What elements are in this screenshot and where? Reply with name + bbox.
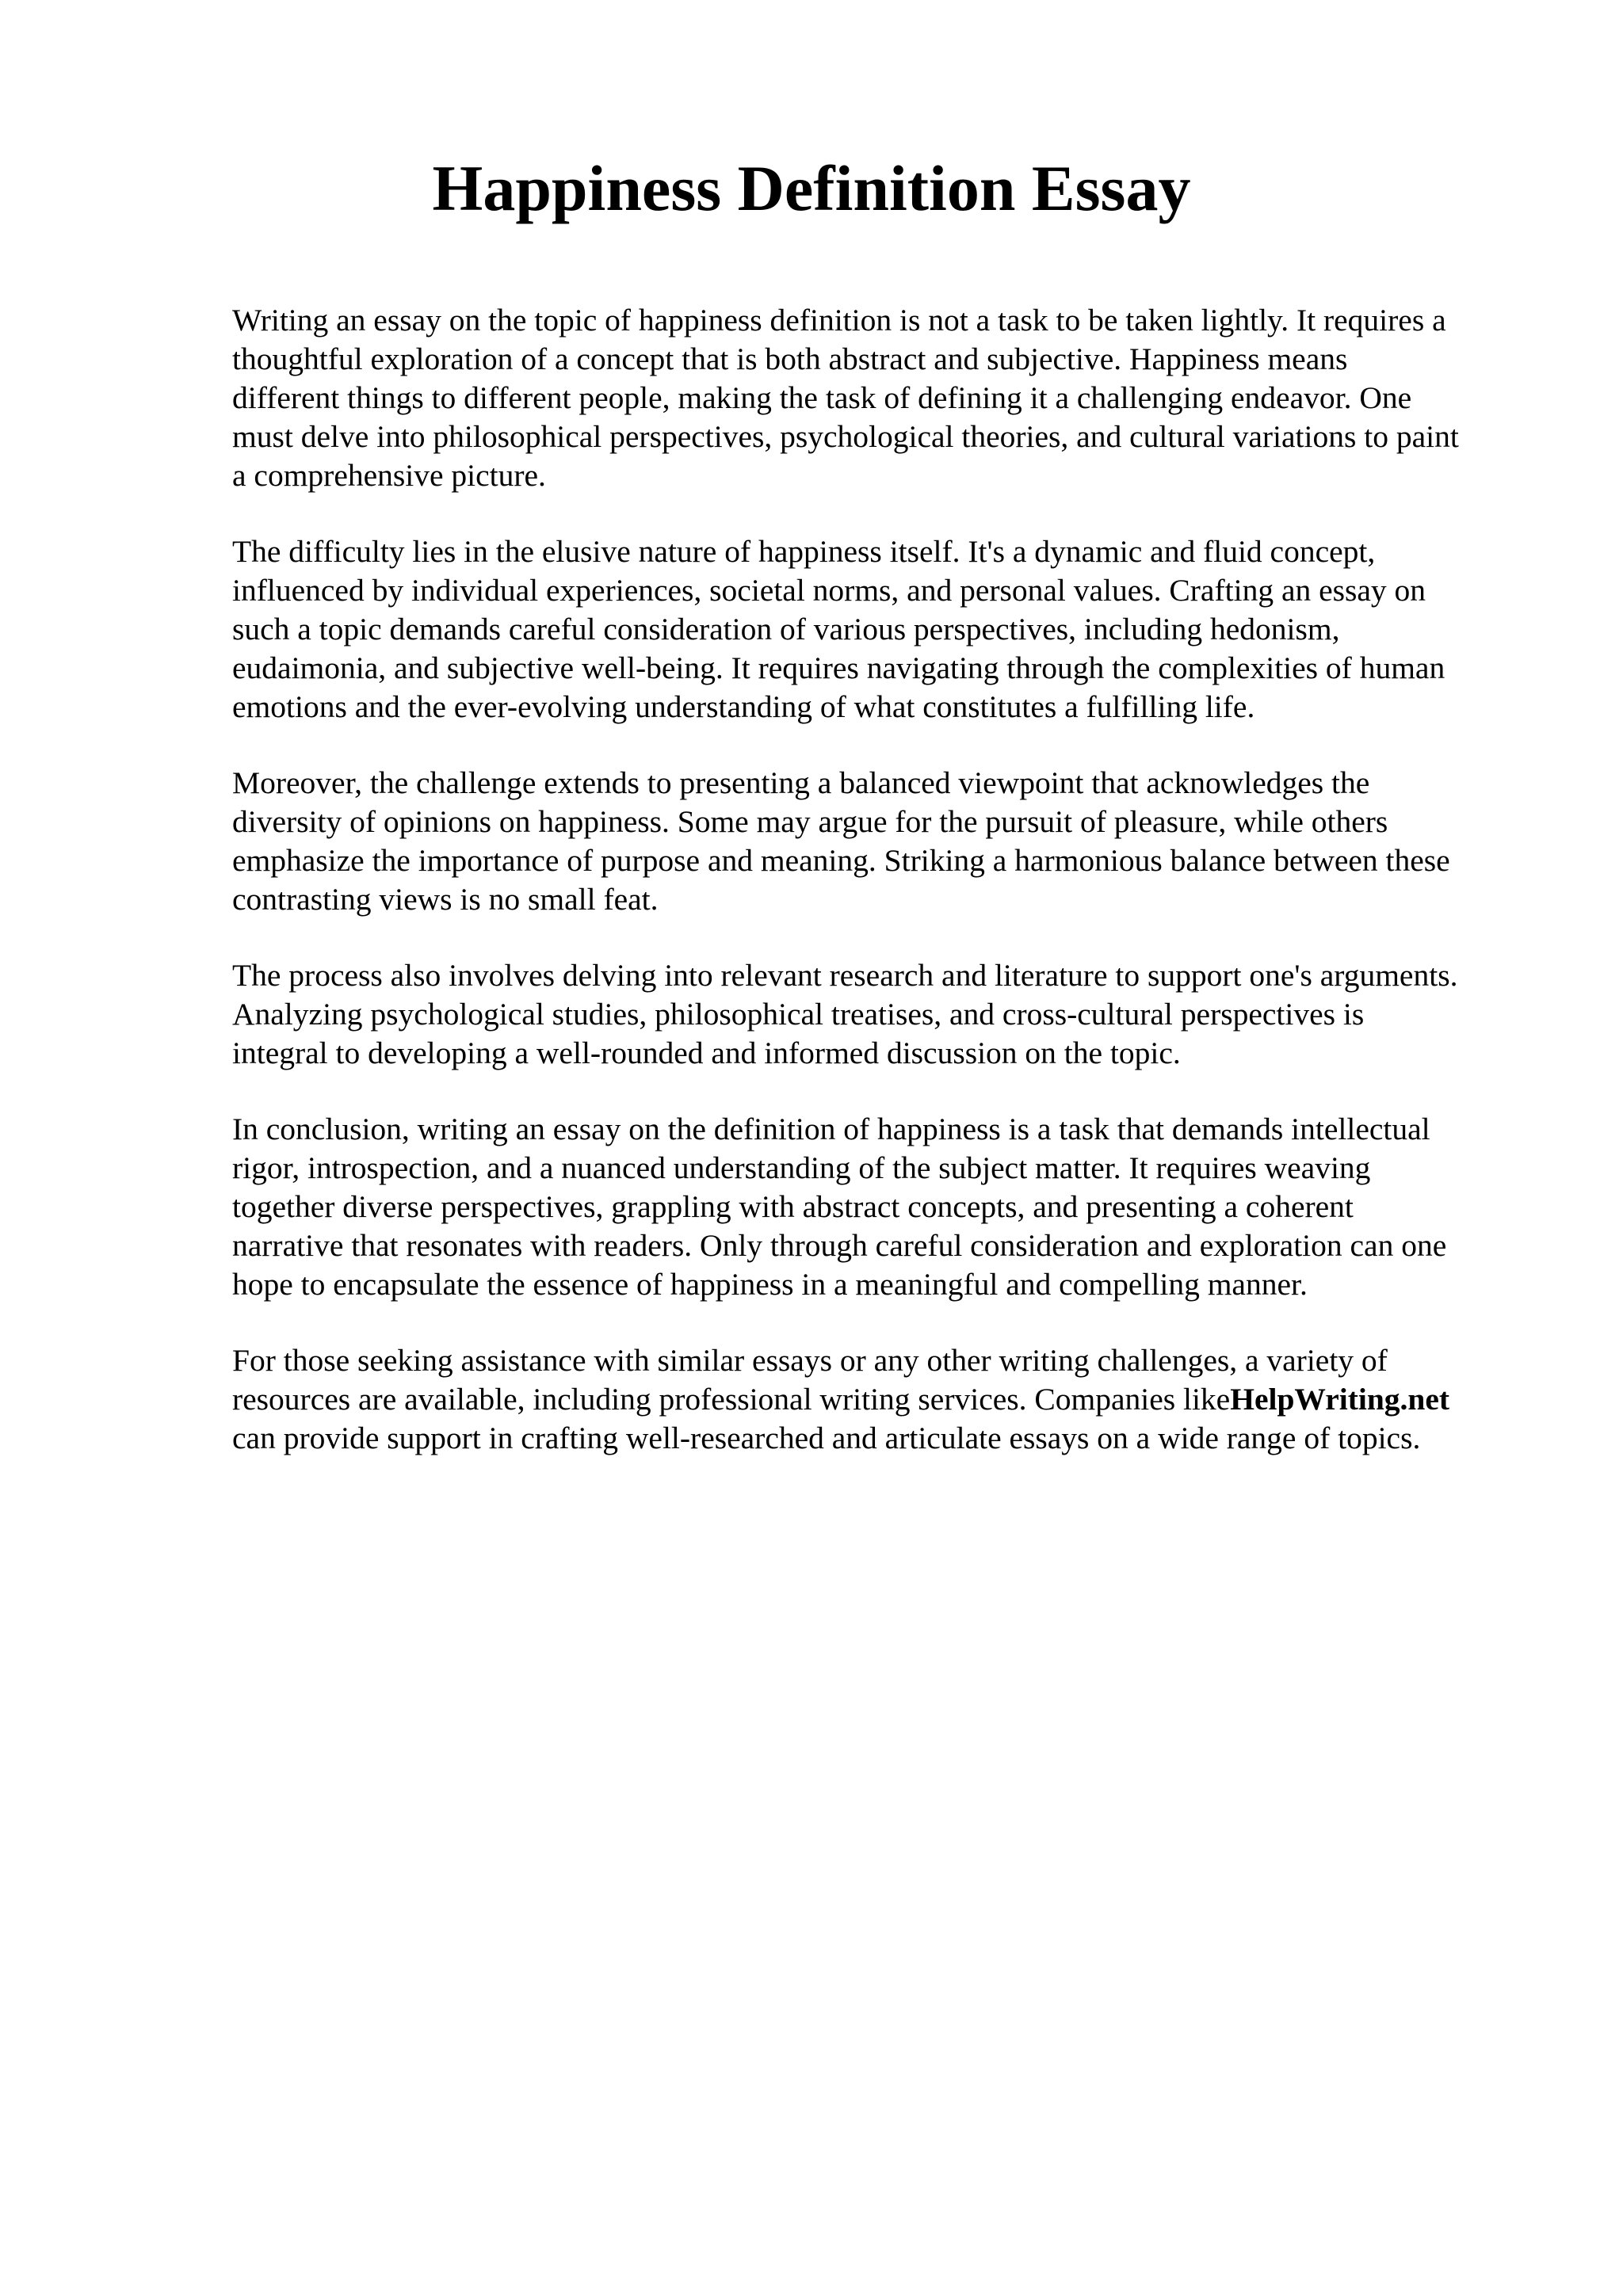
- paragraph-line: must delve into philosophical perspectives, psychological theories, and cultural variations to paint: [232, 419, 1459, 454]
- paragraph-line: integral to developing a well-rounded and informed discussion on the topic.: [232, 1035, 1181, 1070]
- paragraph-line: eudaimonia, and subjective well-being. It requires navigating through the complexities of human: [232, 650, 1445, 685]
- paragraph-line: hope to encapsulate the essence of happiness in a meaningful and compelling manner.: [232, 1267, 1308, 1302]
- paragraph-5: [232, 1110, 1532, 1304]
- paragraph-line: different things to different people, making the task of defining it a challenging endeavor. One: [232, 380, 1412, 415]
- paragraph-2: [232, 532, 1532, 727]
- paragraph-line: Writing an essay on the topic of happiness definition is not a task to be taken lightly. It requires a: [232, 303, 1446, 338]
- closing-text: resources are available, including professional writing services. Companies like: [232, 1382, 1231, 1417]
- document-body: [232, 301, 1532, 1495]
- paragraph-line: The process also involves delving into relevant research and literature to support one's arguments.: [232, 958, 1458, 993]
- paragraph-line: emphasize the importance of purpose and meaning. Striking a harmonious balance between these: [232, 843, 1450, 878]
- paragraph-line: The difficulty lies in the elusive nature of happiness itself. It's a dynamic and fluid concept,: [232, 534, 1376, 569]
- paragraph-line: emotions and the ever-evolving understanding of what constitutes a fulfilling life.: [232, 689, 1255, 724]
- paragraph-1: [232, 301, 1532, 495]
- paragraph-line: diversity of opinions on happiness. Some may argue for the pursuit of pleasure, while others: [232, 804, 1388, 839]
- paragraph-line: contrasting views is no small feat.: [232, 882, 659, 917]
- paragraph-closing: [232, 1341, 1532, 1458]
- paragraph-line: In conclusion, writing an essay on the definition of happiness is a task that demands intellectual: [232, 1112, 1430, 1146]
- paragraph-line: a comprehensive picture.: [232, 458, 546, 493]
- paragraph-line: narrative that resonates with readers. Only through careful consideration and exploration can one: [232, 1228, 1447, 1263]
- paragraph-4: [232, 956, 1532, 1073]
- paragraph-3: [232, 764, 1532, 919]
- paragraph-line: rigor, introspection, and a nuanced understanding of the subject matter. It requires weaving: [232, 1150, 1371, 1185]
- paragraph-line: For those seeking assistance with similar essays or any other writing challenges, a variety of: [232, 1343, 1388, 1378]
- brand-name: HelpWriting.net: [1230, 1382, 1450, 1417]
- paragraph-line: Analyzing psychological studies, philosophical treatises, and cross-cultural perspectives is: [232, 997, 1365, 1032]
- paragraph-line: influenced by individual experiences, societal norms, and personal values. Crafting an essay on: [232, 573, 1426, 608]
- paragraph-line: thoughtful exploration of a concept that is both abstract and subjective. Happiness means: [232, 341, 1348, 376]
- paragraph-line: together diverse perspectives, grappling with abstract concepts, and presenting a coherent: [232, 1189, 1354, 1224]
- paragraph-line-with-brand: [232, 1380, 1532, 1419]
- paragraph-line: such a topic demands careful consideration of various perspectives, including hedonism,: [232, 612, 1340, 646]
- paragraph-line: Moreover, the challenge extends to presenting a balanced viewpoint that acknowledges the: [232, 765, 1370, 800]
- document-title: Happiness Definition Essay: [432, 152, 1191, 224]
- paragraph-line: can provide support in crafting well-researched and articulate essays on a wide range of topics.: [232, 1421, 1421, 1455]
